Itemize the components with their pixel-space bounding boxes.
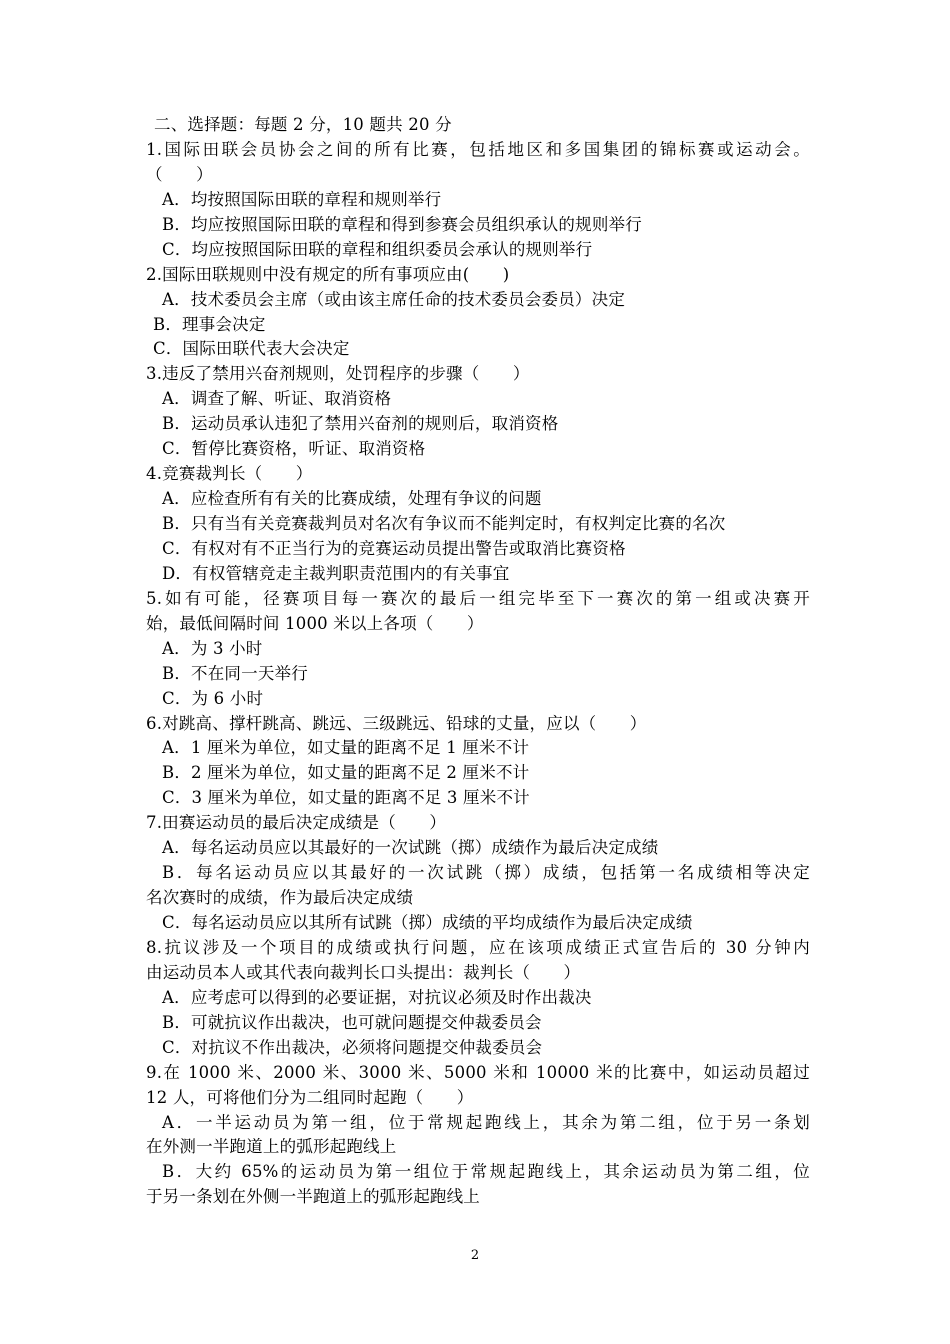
option-line: B．理事会决定 [153,314,266,334]
option-line: A．应检查所有有关的比赛成绩，处理有争议的问题 [162,489,542,509]
option-line: A．技术委员会主席（或由该主席任命的技术委员会委员）决定 [162,289,626,309]
option-line: B．运动员承认违犯了禁用兴奋剂的规则后，取消资格 [162,414,559,434]
option-line: C．国际田联代表大会决定 [153,339,350,359]
option-line: B．可就抗议作出裁决，也可就问题提交仲裁委员会 [162,1012,542,1032]
option-line: A．每名运动员应以其最好的一次试跳（掷）成绩作为最后决定成绩 [162,838,659,858]
option-line: A．一半运动员为第一组，位于常规起跑线上，其余为第二组，位于另一条划 [162,1112,810,1132]
option-line: A．应考虑可以得到的必要证据，对抗议必须及时作出裁决 [162,987,592,1007]
option-line: B．2 厘米为单位，如丈量的距离不足 2 厘米不计 [162,763,530,783]
option-line: B．只有当有关竞赛裁判员对名次有争议而不能判定时，有权判定比赛的名次 [162,514,726,533]
question-line: 1.国际田联会员协会之间的所有比赛，包括地区和多国集团的锦标赛或运动会。 [146,139,810,159]
option-line: C．有权对有不正当行为的竞赛运动员提出警告或取消比赛资格 [162,538,626,558]
text-line: 名次赛时的成绩，作为最后决定成绩 [146,888,414,908]
question-line: 5.如有可能，径赛项目每一赛次的最后一组完毕至下一赛次的第一组或决赛开 [146,588,810,608]
option-line: B．每名运动员应以其最好的一次试跳（掷）成绩，包括第一名成绩相等决定 [162,863,810,883]
question-line: 6.对跳高、撑杆跳高、跳远、三级跳远、铅球的丈量，应以（ ） [146,713,647,733]
document-body [146,113,810,1210]
option-line: B．均应按照国际田联的章程和得到参赛会员组织承认的规则举行 [162,214,642,234]
question-lines [146,138,810,1210]
page-number: 2 [470,1248,480,1263]
question-line: 7.田赛运动员的最后决定成绩是（ ） [146,813,447,833]
option-line: D．有权管辖竞走主裁判职责范围内的有关事宜 [162,563,510,583]
text-line: 由运动员本人或其代表向裁判长口头提出：裁判长（ ） [146,962,581,982]
option-line: A．1 厘米为单位，如丈量的距离不足 1 厘米不计 [162,738,530,758]
option-line: A．为 3 小时 [162,638,263,658]
text-line: 在外测一半跑道上的弧形起跑线上 [146,1137,397,1157]
text-line: 12 人，可将他们分为二组同时起跑（ ） [146,1087,474,1107]
option-line: C．每名运动员应以其所有试跳（掷）成绩的平均成绩作为最后决定成绩 [162,913,693,932]
option-line: B．不在同一天举行 [162,663,308,683]
option-line: B．大约 65%的运动员为第一组位于常规起跑线上，其余运动员为第二组，位 [162,1162,810,1182]
question-line: 2.国际田联规则中没有规定的所有事项应由( ) [146,264,510,284]
text-line: （ ） [146,164,213,184]
option-line: C．对抗议不作出裁决，必须将问题提交仲裁委员会 [162,1037,543,1057]
option-line: A．调查了解、听证、取消资格 [162,389,392,409]
text-line: 于另一条划在外侧一半跑道上的弧形起跑线上 [146,1187,480,1207]
section-title: 二、选择题：每题 2 分，10 题共 20 分 [154,115,452,134]
question-line: 8.抗议涉及一个项目的成绩或执行问题，应在该项成绩正式宣告后的 30 分钟内 [146,937,810,957]
option-line: C．暂停比赛资格，听证、取消资格 [162,439,426,459]
option-line: C．为 6 小时 [162,688,264,708]
option-line: C．均应按照国际田联的章程和组织委员会承认的规则举行 [162,239,593,259]
text-line: 始，最低间隔时间 1000 米以上各项（ ） [146,613,484,633]
question-line: 4.竞赛裁判长（ ） [146,464,313,484]
question-line: 9.在 1000 米、2000 米、3000 米、5000 米和 10000 米的比赛中，如运动员超过 [146,1062,810,1082]
option-line: C．3 厘米为单位，如丈量的距离不足 3 厘米不计 [162,788,530,808]
question-line: 3.违反了禁用兴奋剂规则，处罚程序的步骤（ ） [146,364,530,384]
option-line: A．均按照国际田联的章程和规则举行 [162,189,442,209]
